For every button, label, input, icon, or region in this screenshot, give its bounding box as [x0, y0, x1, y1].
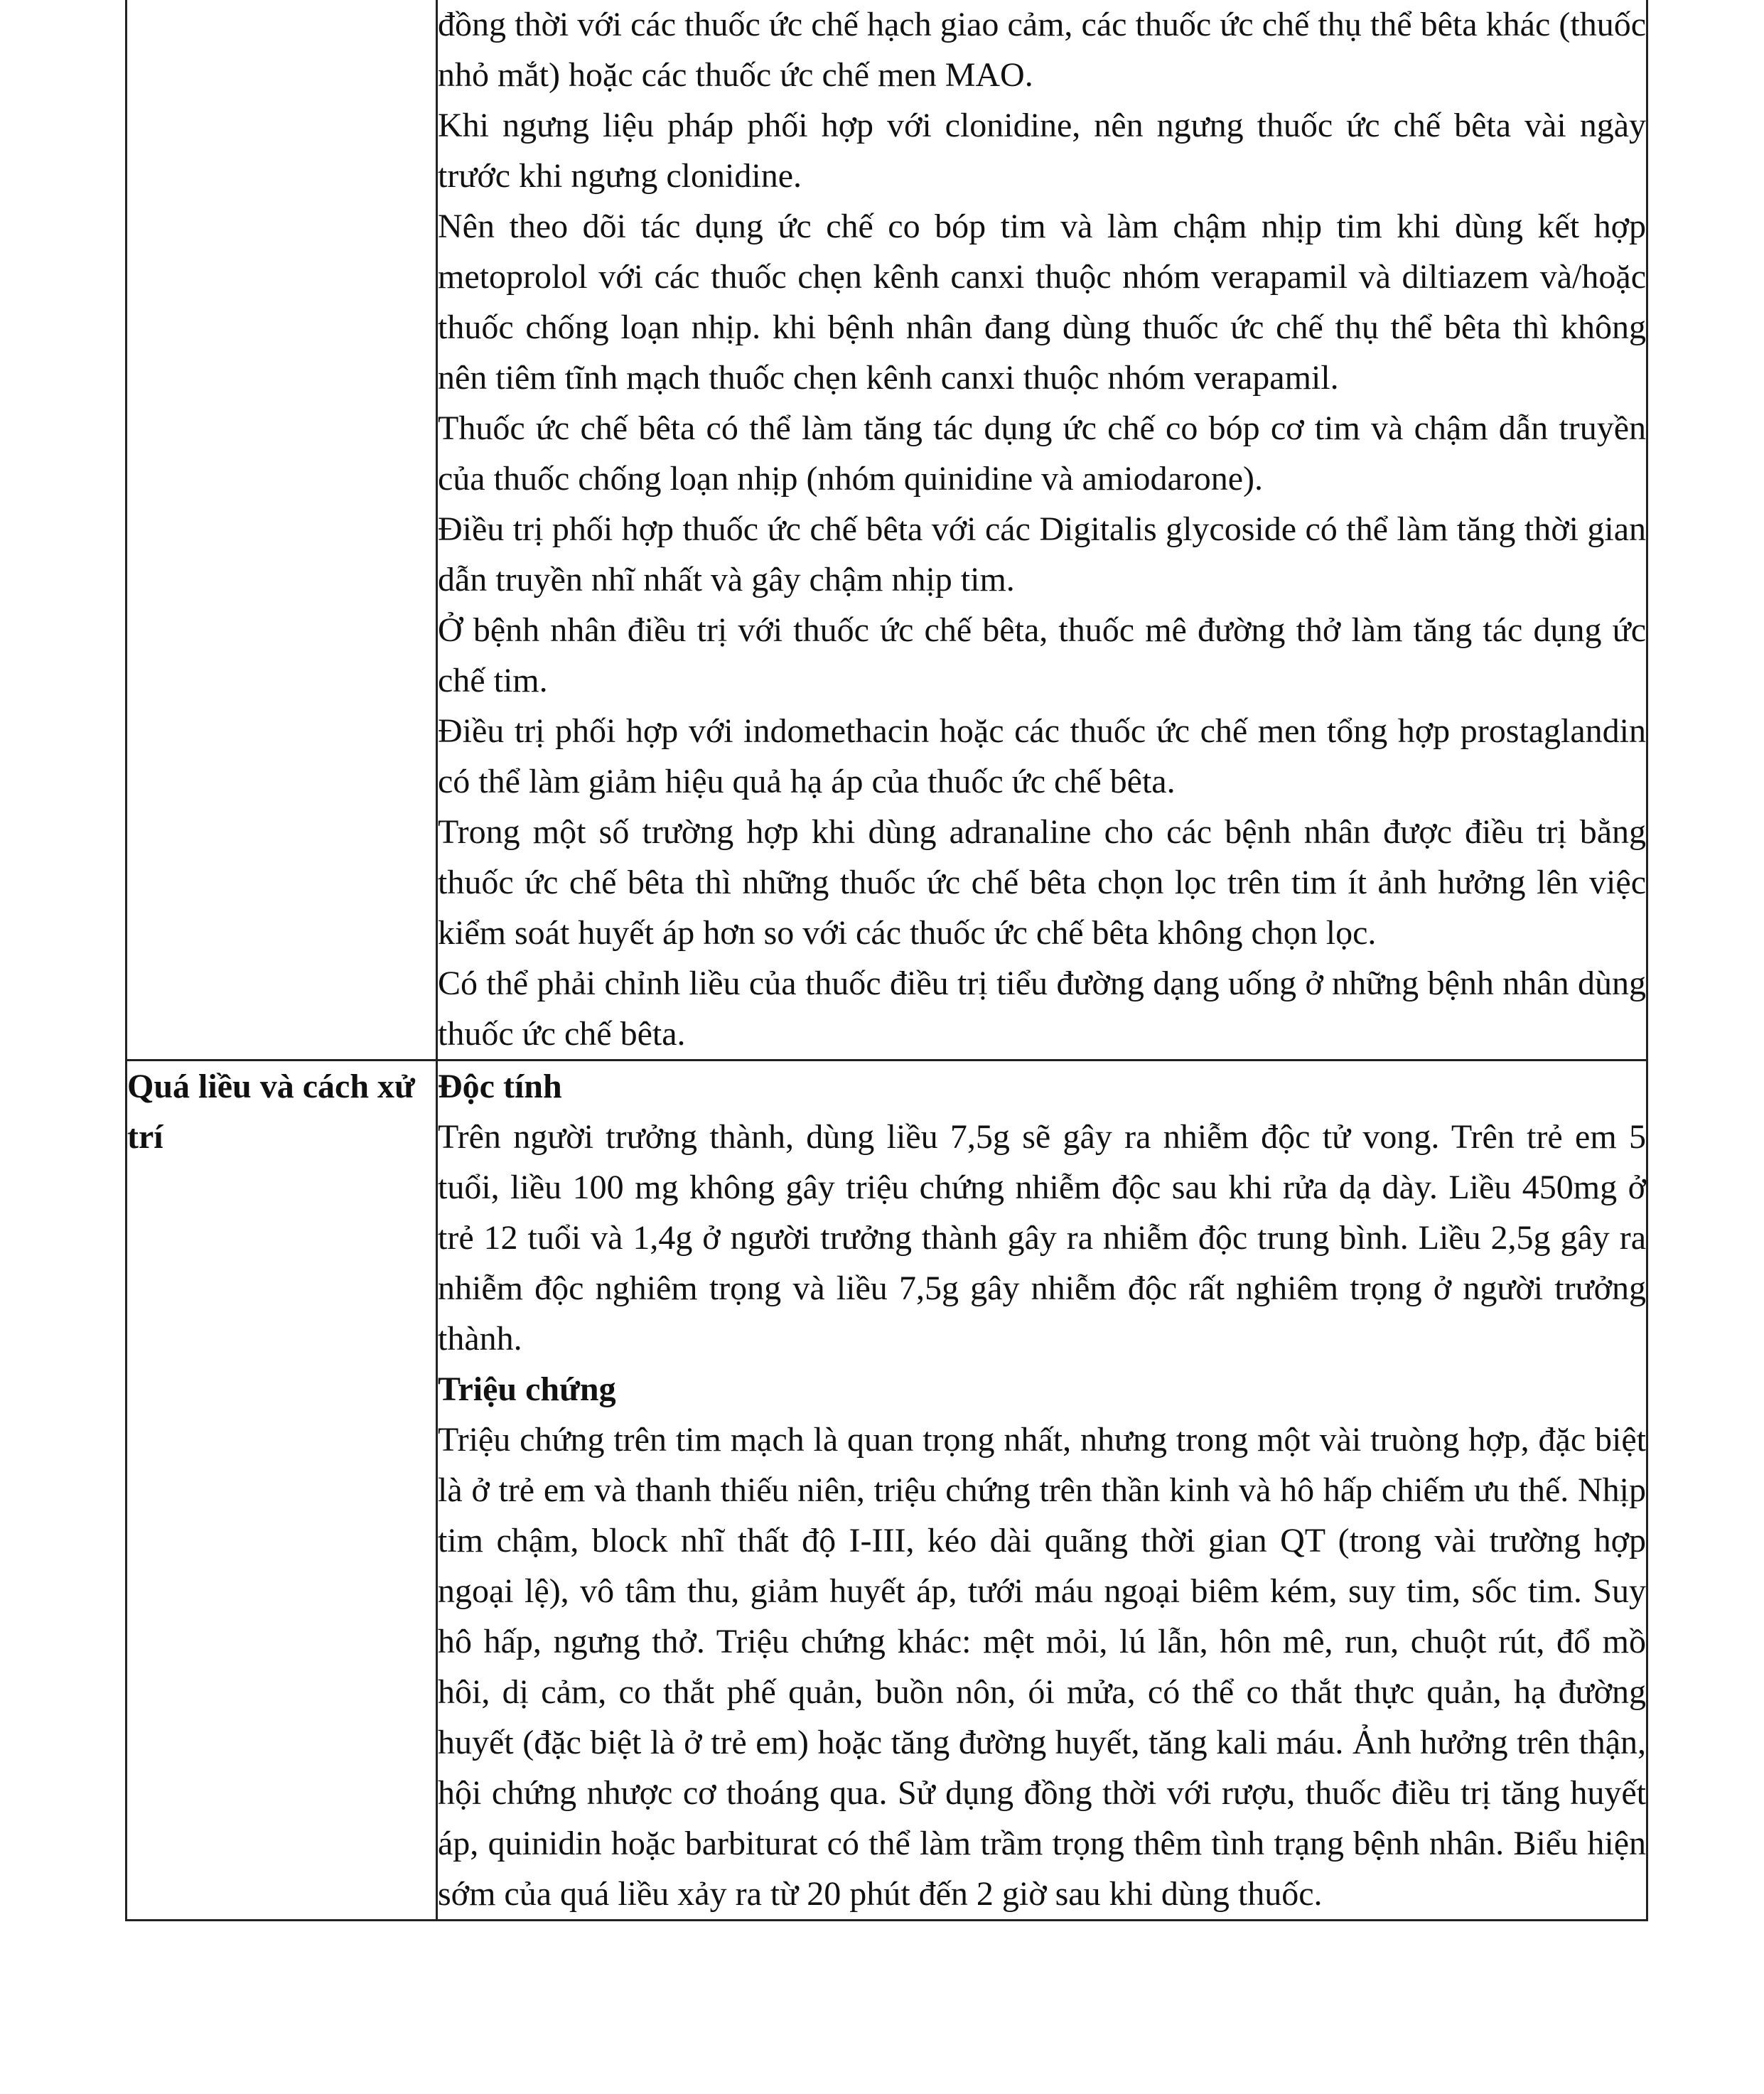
- row-label: Quá liều và cách xử trí: [127, 1068, 415, 1156]
- paragraph: Có thể phải chỉnh liều của thuốc điều trị tiểu đường dạng uống ở những bệnh nhân dùng thuốc ức chế bêta.: [438, 965, 1646, 1053]
- paragraph: Nên theo dõi tác dụng ức chế co bóp tim và làm chậm nhịp tim khi dùng kết hợp metoprolol với các thuốc chẹn kênh canxi thuộc nhóm verapamil và diltiazem và/hoặc thuốc chống loạn nhịp. khi bệnh nhân đang dùng thuốc ức chế thụ thể bêta thì không nên tiêm tĩnh mạch thuốc chẹn kênh canxi thuộc nhóm verapamil.: [438, 208, 1646, 397]
- paragraph: Thuốc ức chế bêta có thể làm tăng tác dụng ức chế co bóp cơ tim và chậm dẫn truyền của thuốc chống loạn nhịp (nhóm quinidine và amiodarone).: [438, 409, 1646, 498]
- paragraph: Trên người trưởng thành, dùng liều 7,5g sẽ gây ra nhiễm độc tử vong. Trên trẻ em 5 tuổi, liều 100 mg không gây triệu chứng nhiễm độc sau khi rửa dạ dày. Liều 450mg ở trẻ 12 tuổi và 1,4g ở người trưởng thành gây ra nhiễm độc trung bình. Liều 2,5g gây ra nhiễm độc nghiêm trọng và liều 7,5g gây nhiễm độc rất nghiêm trọng ở người trưởng thành.: [438, 1118, 1646, 1358]
- paragraph: đồng thời với các thuốc ức chế hạch giao cảm, các thuốc ức chế thụ thể bêta khác (thuốc nhỏ mắt) hoặc các thuốc ức chế men MAO.: [438, 6, 1646, 94]
- row-label-cell: [127, 1061, 437, 1921]
- section-heading-symptoms: Triệu chứng: [438, 1370, 616, 1408]
- drug-info-table: [125, 0, 1648, 1921]
- row-content-cell: [437, 0, 1647, 1061]
- paragraph: Ở bệnh nhân điều trị với thuốc ức chế bêta, thuốc mê đường thở làm tăng tác dụng ức chế tim.: [438, 611, 1646, 699]
- paragraph: Điều trị phối hợp thuốc ức chế bêta với các Digitalis glycoside có thể làm tăng thời gian dẫn truyền nhĩ nhất và gây chậm nhịp tim.: [438, 510, 1646, 598]
- paragraph: Trong một số trường hợp khi dùng adranaline cho các bệnh nhân được điều trị bằng thuốc ức chế bêta thì những thuốc ức chế bêta chọn lọc trên tim ít ảnh hưởng lên việc kiểm soát huyết áp hơn so với các thuốc ức chế bêta không chọn lọc.: [438, 813, 1646, 952]
- table-row-overdose: [127, 1061, 1647, 1921]
- table-row-interactions: [127, 0, 1647, 1061]
- paragraph: Điều trị phối hợp với indomethacin hoặc các thuốc ức chế men tổng hợp prostaglandin có thể làm giảm hiệu quả hạ áp của thuốc ức chế bêta.: [438, 712, 1646, 800]
- row-content-cell: [437, 1061, 1647, 1921]
- row-label-cell: [127, 0, 437, 1061]
- paragraph: Triệu chứng trên tim mạch là quan trọng nhất, nhưng trong một vài truòng hợp, đặc biệt là ở trẻ em và thanh thiếu niên, triệu chứng trên thần kinh và hô hấp chiếm ưu thế. Nhịp tim chậm, block nhĩ thất độ I-III, kéo dài quãng thời gian QT (trong vài trường hợp ngoại lệ), vô tâm thu, giảm huyết áp, tưới máu ngoại biêm kém, suy tim, sốc tim. Suy hô hấp, ngưng thở. Triệu chứng khác: mệt mỏi, lú lẫn, hôn mê, run, chuột rút, đổ mồ hôi, dị cảm, co thắt phế quản, buồn nôn, ói mửa, có thể co thắt thực quản, hạ đường huyết (đặc biệt là ở trẻ em) hoặc tăng đường huyết, tăng kali máu. Ảnh hưởng trên thận, hội chứng nhược cơ thoáng qua. Sử dụng đồng thời với rượu, thuốc điều trị tăng huyết áp, quinidin hoặc barbiturat có thể làm trầm trọng thêm tình trạng bệnh nhân. Biểu hiện sớm của quá liều xảy ra từ 20 phút đến 2 giờ sau khi dùng thuốc.: [438, 1421, 1646, 1913]
- section-heading-toxicity: Độc tính: [438, 1068, 562, 1105]
- paragraph: Khi ngưng liệu pháp phối hợp với clonidine, nên ngưng thuốc ức chế bêta vài ngày trước khi ngưng clonidine.: [438, 107, 1646, 195]
